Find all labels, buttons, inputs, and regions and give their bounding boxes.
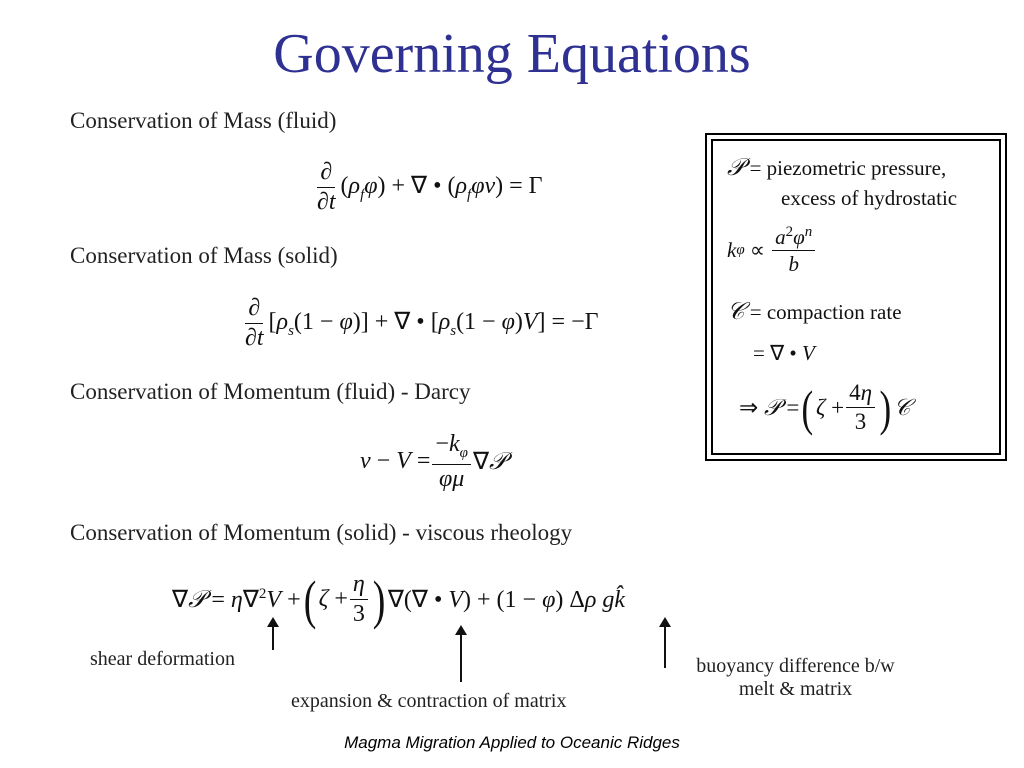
equation-darcy: v − V = $\frac{-k_\varphi}{\varphi\mu}$ ∇𝒫 — [360, 431, 507, 492]
c-definition: 𝒞 = compaction rate — [727, 299, 902, 325]
annotation-buoyancy — [673, 655, 918, 701]
footer-caption: Magma Migration Applied to Oceanic Ridges — [344, 733, 680, 752]
arrow-expansion — [460, 634, 462, 682]
p-definition: 𝒫 = piezometric pressure, — [727, 155, 947, 181]
equation-viscous: ∇𝒫 = η∇$^2$V + ( ζ + $\frac{\eta}{3}$ ) ∇(∇ • V) + (1 − φ) Δρ gk̂ — [172, 569, 625, 630]
p-definition-line2: excess of hydrostatic — [781, 186, 958, 210]
c-equation: = ∇ • V — [753, 341, 815, 365]
annotation-expansion: expansion & contraction of matrix — [291, 690, 567, 712]
c-definition-text: = compaction rate — [749, 300, 902, 324]
equation-mass-fluid: $\frac{\partial}{\partial t}$ $(\rho_f\varphi)$ + ∇ • $(\rho_f\varphi v) = \Gamma$ — [317, 159, 543, 216]
heading-mass-solid: Conservation of Mass (solid) — [70, 243, 338, 268]
annotation-shear: shear deformation — [90, 648, 235, 670]
equation-mass-solid: $\frac{\partial}{\partial t}$ $[\rho_s(1 - \varphi)]$ + ∇ • $[\rho_s(1 - \varphi)V] = -\Gamma$ — [245, 295, 599, 352]
implication: ⇒ 𝒫 = ( ζ + $\frac{4\eta}{3}$ ) 𝒞 — [739, 379, 911, 436]
arrow-shear — [272, 626, 274, 650]
heading-momentum-fluid: Conservation of Momentum (fluid) - Darcy — [70, 379, 471, 404]
heading-momentum-solid: Conservation of Momentum (solid) - viscous rheology — [70, 520, 573, 545]
definitions-box-inner — [711, 139, 1001, 455]
definitions-box — [705, 133, 1007, 461]
k-relation: k φ ∝ $\frac{a^2\varphi^n}{b}$ — [727, 225, 817, 275]
annotation-buoyancy-line1: buoyancy difference b/w — [696, 655, 895, 677]
arrow-buoyancy — [664, 626, 666, 668]
p-definition-text: = piezometric pressure, — [749, 156, 947, 180]
heading-mass-fluid: Conservation of Mass (fluid) — [70, 108, 337, 133]
annotation-buoyancy-line2: melt & matrix — [738, 678, 853, 700]
page-title: Governing Equations — [273, 23, 751, 85]
